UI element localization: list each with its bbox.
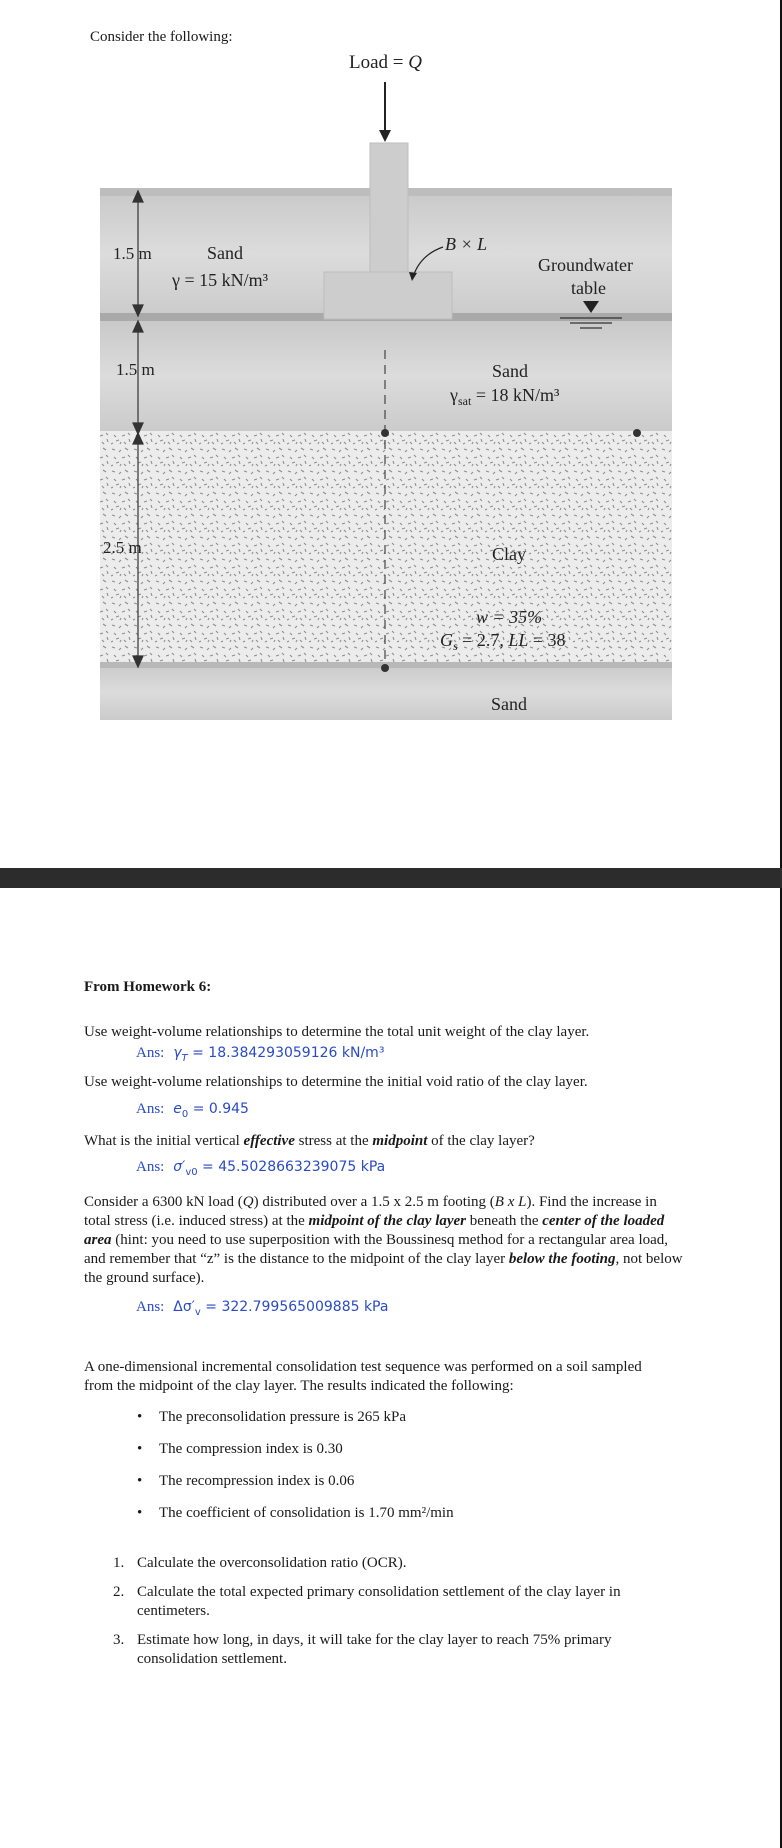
question-2: Use weight-volume relationships to determine the initial void ratio of the clay layer. [84, 1074, 588, 1090]
clay-layer [100, 431, 672, 667]
homework-heading: From Homework 6: [84, 979, 212, 995]
layer3-water-content: w = 35% [476, 607, 543, 627]
layer4-name: Sand [491, 694, 527, 714]
question-4: Consider a 6300 kN load (Q) distributed over a 1.5 x 2.5 m footing (B x L). Find the increase in total stress (i.e. induced stress) at the midpoint of the clay layer beneath the center of the loaded area (hint: you need to use superposition with the Boussinesq method for a rectangular area load, and remember that “z” is the distance to the midpoint of the clay layer below the footing, not below the ground surface). [84, 1194, 683, 1286]
sand-layer-2 [100, 321, 672, 431]
question-3: What is the initial vertical effective stress at the midpoint of the clay layer? [84, 1133, 535, 1149]
intro-text: Consider the following: [90, 29, 233, 45]
page-divider-bar [0, 868, 782, 888]
layer3-name: Clay [492, 544, 526, 564]
question-1: Use weight-volume relationships to determine the total unit weight of the clay layer. [84, 1024, 590, 1040]
layer1-name: Sand [207, 243, 243, 263]
answer-2: Ans: $e_0 = 0.945$ [136, 1101, 249, 1120]
layer1-thickness: 1.5 m [113, 244, 152, 263]
list-item: • The recompression index is 0.06 [159, 1472, 454, 1504]
answer-4: Ans: $\Delta\sigma'_v = 322.799565009885$ kPa [136, 1299, 389, 1318]
list-item: • The preconsolidation pressure is 265 kPa [159, 1408, 454, 1440]
layer2-unit-weight: $\gamma_{sat} = 18$ kN/m³ [450, 385, 560, 408]
layer2-name: Sand [492, 361, 528, 381]
task-item: 3. Estimate how long, in days, it will take for the clay layer to reach 75% primary consolidation settlement. [113, 1632, 612, 1667]
task-item: 2. Calculate the total expected primary consolidation settlement of the clay layer in centimeters. [113, 1584, 621, 1619]
consolidation-results-list [159, 1408, 454, 1536]
answer-3: Ans: $\sigma'_{v0} = 45.5028663239075$ kPa [136, 1159, 386, 1178]
sand-layer-bottom [100, 664, 672, 720]
load-label: Load = Q [349, 52, 422, 73]
layer3-thickness: 2.5 m [103, 538, 142, 557]
task-list [113, 1554, 657, 1679]
groundwater-label-line2: table [571, 278, 606, 298]
list-item: • The coefficient of consolidation is 1.70 mm²/min [159, 1504, 454, 1536]
footing-base [324, 272, 452, 319]
layer2-thickness: 1.5 m [116, 360, 155, 379]
task-item: 1. Calculate the overconsolidation ratio (OCR). [113, 1555, 407, 1571]
groundwater-label-line1: Groundwater [538, 255, 633, 275]
consolidation-intro: A one-dimensional incremental consolidation test sequence was performed on a soil sampled from the midpoint of the clay layer. The results indicated the following: [84, 1359, 642, 1394]
layer3-gs-ll: $G_s = 2.7$, LL = 38 [440, 630, 566, 653]
soil-profile-figure [0, 50, 780, 740]
footing-dimension-label: B × L [445, 234, 488, 254]
answer-1: Ans: $\gamma_T = 18.384293059126$ kN/m³ [136, 1045, 385, 1064]
list-item: • The compression index is 0.30 [159, 1440, 454, 1472]
layer1-unit-weight: γ = 15 kN/m³ [172, 270, 269, 290]
